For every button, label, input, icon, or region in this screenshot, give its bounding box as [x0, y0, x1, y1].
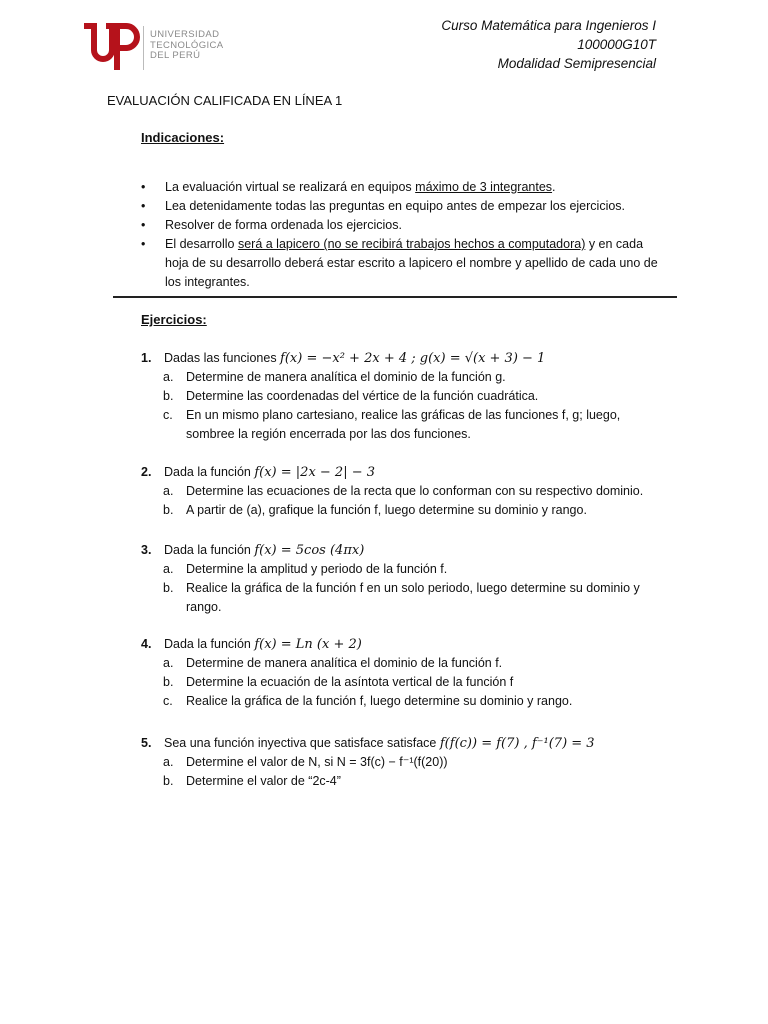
evaluation-title: EVALUACIÓN CALIFICADA EN LÍNEA 1	[107, 93, 343, 108]
list-item: a. Determine de manera analítica el dominio de la función f.	[163, 656, 503, 670]
list-item: a. Determine de manera analítica el dominio de la función g.	[163, 370, 506, 384]
exercise-math: f(f(c)) = f(7) , f⁻¹(7) = 3	[439, 736, 595, 751]
course-modality: Modalidad Semipresencial	[497, 56, 656, 71]
exercise-math: f(x) = −x² + 2x + 4 ; g(x) = √(x + 3) − 1	[280, 351, 546, 366]
bullet-icon: •	[141, 180, 146, 194]
logo-divider	[143, 26, 144, 70]
exercise-4: 4. Dada la función f(x) = Ln (x + 2) a. Determine de manera analítica el dominio de la función f. b. Determine la ecuación de la asíntota vertical de la función f c. Realice la gráfica de la función f, luego determine su dominio y rango.	[141, 635, 671, 711]
logo-line-1: UNIVERSIDAD	[150, 29, 220, 40]
exercise-2: 2. Dada la función f(x) = |2x − 2| − 3 a. Determine las ecuaciones de la recta que lo conforman con su respectivo dominio. b. A partir de (a), grafique la función f, luego determine su dominio y rango.	[141, 463, 671, 520]
utp-logo-icon	[84, 22, 142, 74]
logo-line-2: TECNOLÓGICA	[150, 39, 224, 51]
logo-wordmark	[150, 30, 224, 62]
indicaciones-heading: Indicaciones:	[141, 130, 225, 145]
bullet-icon: •	[141, 199, 146, 213]
utp-logo	[84, 22, 234, 74]
exercise-3: 3. Dada la función f(x) = 5cos (4πx) a. Determine la amplitud y periodo de la función f. b. Realice la gráfica de la función f en un solo periodo, luego determine su dominio y rango.	[141, 541, 671, 617]
course-header	[441, 16, 656, 73]
list-item: a. Determine las ecuaciones de la recta que lo conforman con su respectivo dominio.	[163, 484, 644, 498]
logo-line-3: DEL PERÚ	[150, 50, 201, 61]
list-item: b. Determine la ecuación de la asíntota vertical de la función f	[163, 675, 514, 689]
list-item: c. Realice la gráfica de la función f, luego determine su dominio y rango.	[163, 694, 573, 708]
list-item: • La evaluación virtual se realizará en equipos máximo de 3 integrantes.	[141, 178, 661, 197]
exercise-1: 1. Dadas las funciones f(x) = −x² + 2x + 4 ; g(x) = √(x + 3) − 1 a. Determine de manera analítica el dominio de la función g. b. Determine las coordenadas del vértice de la función cuadrática. c. En un mismo plano cartesiano, realice las gráficas de las funciones f, g; luego, sombree la región encerrada por las dos funciones.	[141, 349, 671, 444]
indicaciones-list	[141, 178, 661, 292]
exercise-math: f(x) = |2x − 2| − 3	[254, 465, 376, 480]
list-item: b. A partir de (a), grafique la función f, luego determine su dominio y rango.	[163, 503, 587, 517]
exercise-math: f(x) = Ln (x + 2)	[254, 637, 362, 652]
list-item: a. Determine la amplitud y periodo de la función f.	[163, 562, 448, 576]
list-item: • El desarrollo será a lapicero (no se recibirá trabajos hechos a computadora) y en cada hoja de su desarrollo deberá estar escrito a lapicero el nombre y apellido de cada uno de los integrantes.	[141, 237, 658, 289]
list-item: b. Realice la gráfica de la función f en un solo periodo, luego determine su dominio y rango.	[163, 581, 640, 614]
list-item: • Lea detenidamente todas las preguntas en equipo antes de empezar los ejercicios.	[141, 197, 661, 216]
bullet-icon: •	[141, 237, 146, 251]
course-name: Curso Matemática para Ingenieros I	[441, 18, 656, 33]
section-divider	[113, 296, 677, 298]
list-item: b. Determine las coordenadas del vértice de la función cuadrática.	[163, 389, 539, 403]
list-item: c. En un mismo plano cartesiano, realice las gráficas de las funciones f, g; luego, sombree la región encerrada por las dos funciones.	[163, 408, 621, 441]
exercise-math: f(x) = 5cos (4πx)	[254, 543, 365, 558]
ejercicios-heading: Ejercicios:	[141, 312, 207, 327]
list-item: a. Determine el valor de N, si N = 3f(c) − f⁻¹(f(20))	[163, 755, 448, 769]
course-code: 100000G10T	[577, 37, 656, 52]
list-item: b. Determine el valor de “2c-4”	[163, 774, 341, 788]
bullet-icon: •	[141, 218, 146, 232]
exercise-5: 5. Sea una función inyectiva que satisface satisface f(f(c)) = f(7) , f⁻¹(7) = 3 a. Determine el valor de N, si N = 3f(c) − f⁻¹(f(20)) b. Determine el valor de “2c-4”	[141, 734, 671, 791]
list-item: • Resolver de forma ordenada los ejercicios.	[141, 216, 661, 235]
